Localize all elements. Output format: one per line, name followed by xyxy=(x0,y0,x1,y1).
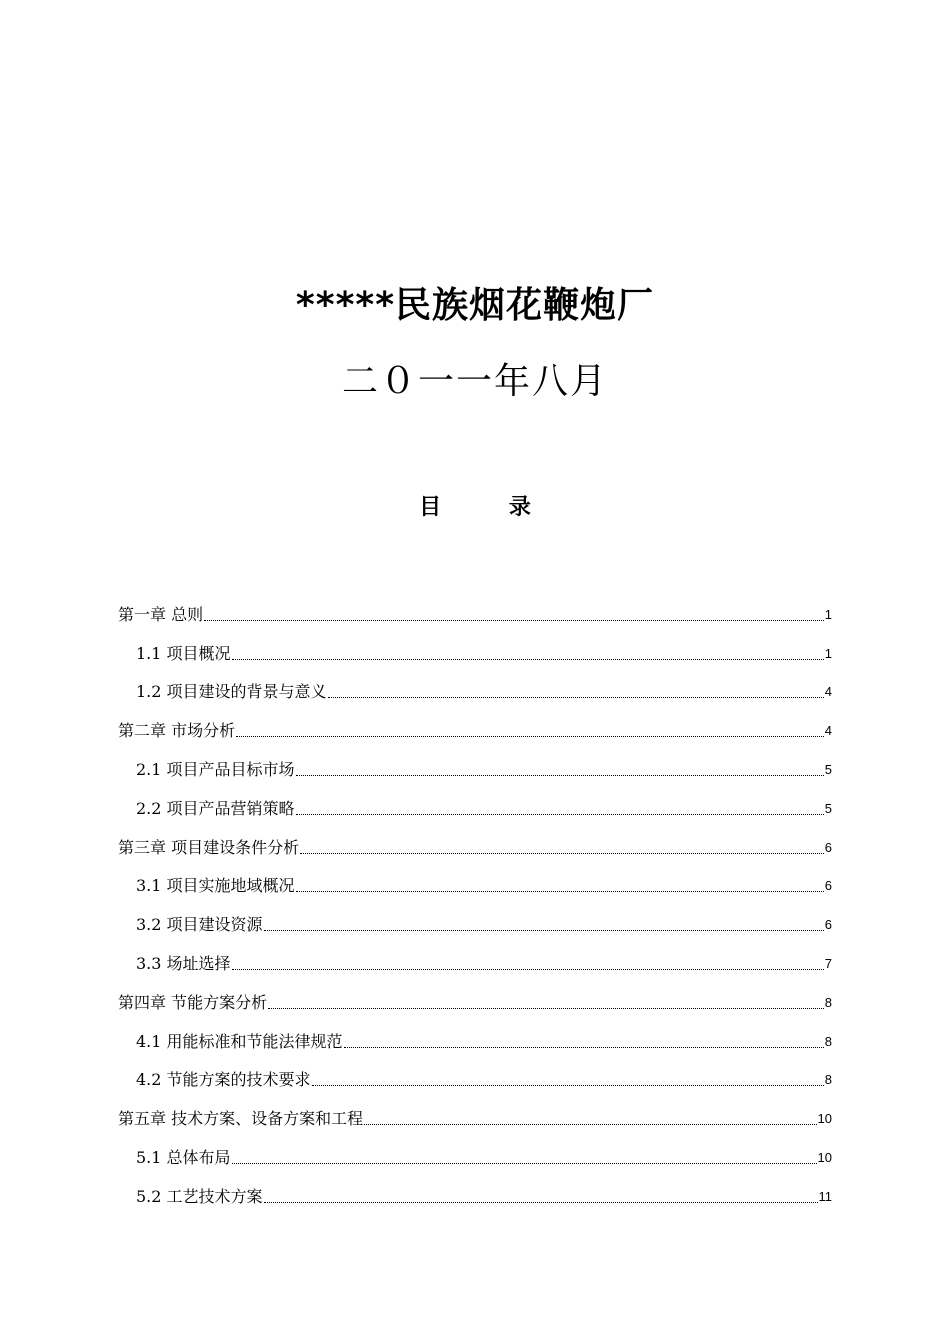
toc-entry[interactable] xyxy=(118,1133,832,1172)
toc-entry[interactable] xyxy=(118,745,832,784)
toc-entry-title: 第一章 总则 xyxy=(118,604,204,624)
toc-entry-title: 2.1 项目产品目标市场 xyxy=(136,759,295,779)
toc-entry[interactable] xyxy=(118,1056,832,1095)
title-block xyxy=(0,278,950,410)
toc-dot-leader xyxy=(268,1007,824,1009)
toc-entry-title: 4.2 节能方案的技术要求 xyxy=(136,1070,311,1090)
toc-entry-title: 第四章 节能方案分析 xyxy=(118,992,268,1012)
toc-entry[interactable] xyxy=(118,1094,832,1133)
toc-dot-leader xyxy=(296,774,824,776)
toc-entry-title: 3.1 项目实施地域概况 xyxy=(136,876,295,896)
toc-page-number: 5 xyxy=(824,761,832,777)
toc-entry[interactable] xyxy=(118,629,832,668)
toc-entry-title: 5.1 总体布局 xyxy=(136,1147,231,1167)
toc-entry-title: 第三章 项目建设条件分析 xyxy=(118,837,300,857)
toc-entry[interactable] xyxy=(118,668,832,707)
toc-dot-leader xyxy=(296,813,824,815)
toc-dot-leader xyxy=(296,890,824,892)
toc-dot-leader xyxy=(300,852,824,854)
toc-page-number: 11 xyxy=(818,1188,832,1204)
toc-dot-leader xyxy=(364,1123,816,1125)
toc-dot-leader xyxy=(232,658,824,660)
toc-page-number: 6 xyxy=(824,878,832,894)
toc-page-number: 1 xyxy=(824,606,832,622)
toc-page-number: 6 xyxy=(824,839,832,855)
toc-entry[interactable] xyxy=(118,862,832,901)
toc-page-number: 6 xyxy=(824,917,832,933)
toc-dot-leader xyxy=(232,1162,817,1164)
toc-dot-leader xyxy=(232,968,824,970)
toc-entry-title: 4.1 用能标准和节能法律规范 xyxy=(136,1031,343,1051)
toc-entry-title: 2.2 项目产品营销策略 xyxy=(136,798,295,818)
toc-entry-title: 5.2 工艺技术方案 xyxy=(136,1186,263,1206)
toc-entry-title: 3.3 场址选择 xyxy=(136,953,231,973)
toc-page-number: 8 xyxy=(824,994,832,1010)
toc-dot-leader xyxy=(328,696,824,698)
document-date: 二０一一年八月 xyxy=(341,361,608,402)
toc-page-number: 10 xyxy=(817,1149,832,1165)
toc-entry[interactable] xyxy=(118,978,832,1017)
toc-dot-leader xyxy=(204,619,824,621)
toc-entry[interactable] xyxy=(118,590,832,629)
toc-page-number: 4 xyxy=(824,723,832,739)
toc-entry[interactable] xyxy=(118,900,832,939)
toc-entry[interactable] xyxy=(118,1172,832,1211)
toc-entry[interactable] xyxy=(118,784,832,823)
toc-dot-leader xyxy=(312,1084,824,1086)
toc-entry-title: 第二章 市场分析 xyxy=(118,721,236,741)
toc-entry-title: 1.1 项目概况 xyxy=(136,643,231,663)
toc-heading: 目 录 xyxy=(419,495,561,520)
toc-entry[interactable] xyxy=(118,823,832,862)
toc-dot-leader xyxy=(344,1046,824,1048)
toc-page-number: 7 xyxy=(824,955,832,971)
toc-page-number: 4 xyxy=(824,684,832,700)
toc-dot-leader xyxy=(264,929,824,931)
toc-page-number: 8 xyxy=(824,1033,832,1049)
toc-dot-leader xyxy=(236,735,824,737)
toc-entry[interactable] xyxy=(118,706,832,745)
toc-entry-title: 1.2 项目建设的背景与意义 xyxy=(136,682,327,702)
toc-entry-title: 第五章 技术方案、设备方案和工程 xyxy=(118,1109,364,1129)
toc-dot-leader xyxy=(264,1201,818,1203)
document-title: *****民族烟花鞭炮厂 xyxy=(295,285,655,326)
toc-page-number: 5 xyxy=(824,800,832,816)
toc-page-number: 8 xyxy=(824,1072,832,1088)
toc-entry-title: 3.2 项目建设资源 xyxy=(136,915,263,935)
toc-page-number: 1 xyxy=(824,645,832,661)
toc-page-number: 10 xyxy=(817,1111,832,1127)
toc-entry[interactable] xyxy=(118,1017,832,1056)
toc-entry[interactable] xyxy=(118,939,832,978)
table-of-contents xyxy=(118,590,832,1211)
